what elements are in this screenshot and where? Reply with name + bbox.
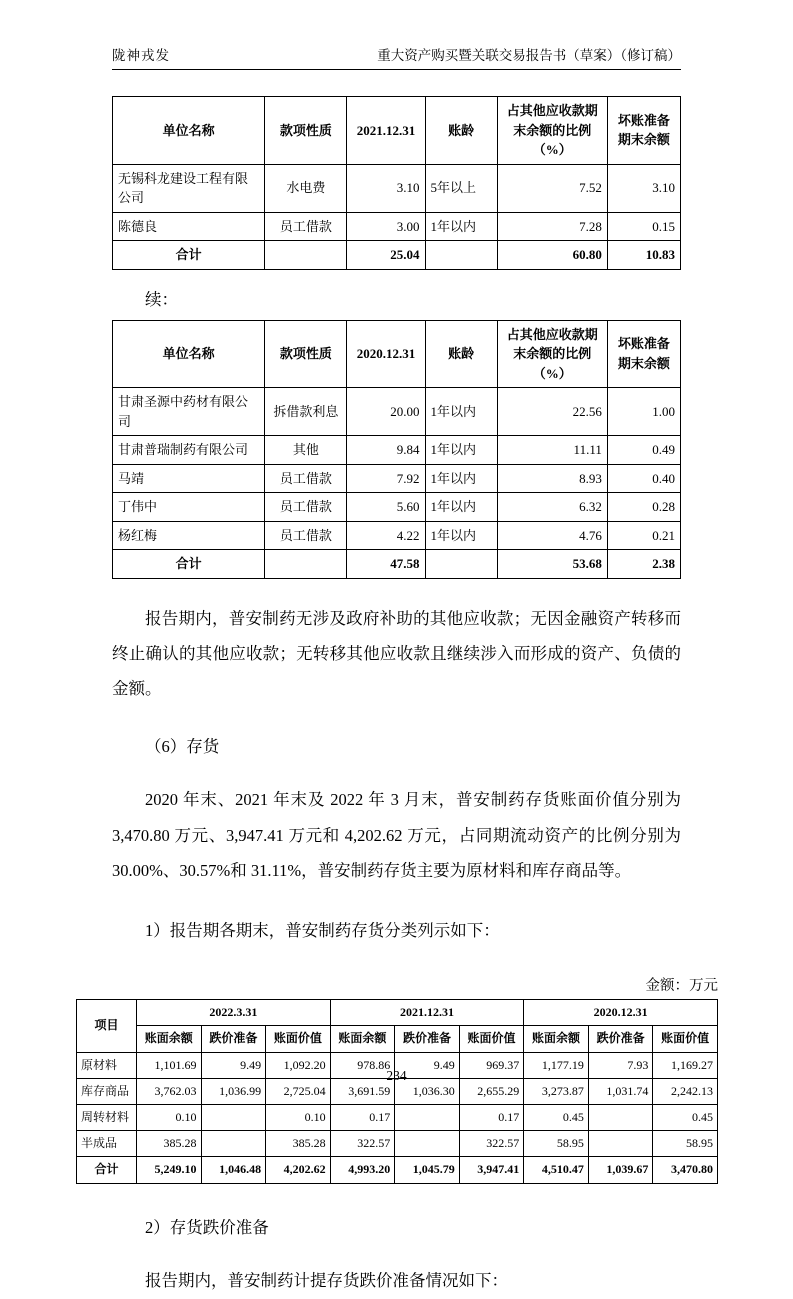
cell-aging: 5年以上 xyxy=(425,164,497,212)
cell-ratio: 6.32 xyxy=(497,493,607,522)
cell-value: 0.17 xyxy=(330,1105,395,1131)
cell-value: 4,202.62 xyxy=(266,1157,331,1183)
cell-total-label: 合计 xyxy=(77,1157,137,1183)
cell-ratio: 22.56 xyxy=(497,388,607,436)
cell-unit-name: 丁伟中 xyxy=(113,493,265,522)
cell-value: 1,177.19 xyxy=(524,1052,589,1078)
cell-amount: 3.00 xyxy=(347,212,425,241)
cell-value: 385.28 xyxy=(137,1131,202,1157)
cell-ratio: 7.52 xyxy=(497,164,607,212)
cell-value: 5,249.10 xyxy=(137,1157,202,1183)
cell-unit-name: 杨红梅 xyxy=(113,521,265,550)
cell-nature: 拆借款利息 xyxy=(265,388,347,436)
cell-value: 1,169.27 xyxy=(653,1052,718,1078)
header-company-name: 陇神戎发 xyxy=(112,48,170,63)
col-header-ratio: 占其他应收款期末余额的比例（%） xyxy=(497,97,607,165)
cell-value: 4,510.47 xyxy=(524,1157,589,1183)
cell-item: 半成品 xyxy=(77,1131,137,1157)
col-header-date: 2021.12.31 xyxy=(347,97,425,165)
table-other-receivables-2021 xyxy=(112,96,681,270)
table-row xyxy=(77,1105,718,1131)
cell-value xyxy=(201,1105,266,1131)
table-total-row xyxy=(77,1157,718,1183)
cell-value: 0.45 xyxy=(524,1105,589,1131)
cell-aging: 1年以内 xyxy=(425,493,497,522)
cell-baddebt: 0.40 xyxy=(607,464,680,493)
table-header-row xyxy=(113,320,681,388)
table-header-row-measures xyxy=(77,1026,718,1052)
col-group-2021-12-31: 2021.12.31 xyxy=(330,1000,524,1026)
cell-nature: 员工借款 xyxy=(265,212,347,241)
cell-nature: 其他 xyxy=(265,436,347,465)
unit-label: 金额：万元 xyxy=(645,978,718,995)
col-header-baddebt: 坏账准备期末余额 xyxy=(607,320,680,388)
col-header-provision: 跌价准备 xyxy=(395,1026,460,1052)
cell-aging xyxy=(425,241,497,270)
page-number: 234 xyxy=(386,1068,407,1083)
table-row xyxy=(113,464,681,493)
cell-aging: 1年以内 xyxy=(425,388,497,436)
cell-amount: 9.84 xyxy=(347,436,425,465)
cell-value: 322.57 xyxy=(330,1131,395,1157)
col-header-provision: 跌价准备 xyxy=(588,1026,653,1052)
col-group-2020-12-31: 2020.12.31 xyxy=(524,1000,718,1026)
cell-aging: 1年以内 xyxy=(425,436,497,465)
cell-value: 3,762.03 xyxy=(137,1078,202,1104)
cell-nature xyxy=(265,550,347,579)
col-header-book-balance: 账面余额 xyxy=(137,1026,202,1052)
cell-value: 2,655.29 xyxy=(459,1078,524,1104)
cell-value: 1,045.79 xyxy=(395,1157,460,1183)
cell-nature xyxy=(265,241,347,270)
cell-nature: 员工借款 xyxy=(265,521,347,550)
paragraph-inventory-classification-lead: 1）报告期各期末，普安制药存货分类列示如下： xyxy=(145,920,500,940)
cell-unit-name: 甘肃圣源中药材有限公司 xyxy=(113,388,265,436)
col-header-book-balance: 账面余额 xyxy=(330,1026,395,1052)
cell-baddebt: 1.00 xyxy=(607,388,680,436)
cell-value: 9.49 xyxy=(395,1052,460,1078)
col-header-book-value: 账面价值 xyxy=(266,1026,331,1052)
cell-value xyxy=(588,1105,653,1131)
col-header-date: 2020.12.31 xyxy=(347,320,425,388)
cell-ratio: 60.80 xyxy=(497,241,607,270)
table-row xyxy=(113,436,681,465)
cell-item: 周转材料 xyxy=(77,1105,137,1131)
cell-value: 2,242.13 xyxy=(653,1078,718,1104)
paragraph-provision-lead: 报告期内，普安制药计提存货跌价准备情况如下： xyxy=(145,1271,508,1291)
table-header-row-dates xyxy=(77,1000,718,1026)
col-header-aging: 账龄 xyxy=(425,97,497,165)
cell-amount: 3.10 xyxy=(347,164,425,212)
cell-value: 2,725.04 xyxy=(266,1078,331,1104)
cell-value: 0.10 xyxy=(266,1105,331,1131)
cell-ratio: 4.76 xyxy=(497,521,607,550)
cell-nature: 员工借款 xyxy=(265,464,347,493)
col-header-ratio: 占其他应收款期末余额的比例（%） xyxy=(497,320,607,388)
cell-value: 58.95 xyxy=(653,1131,718,1157)
cell-baddebt: 2.38 xyxy=(607,550,680,579)
cell-value xyxy=(588,1131,653,1157)
paragraph-inventory-overview: 2020 年末、2021 年末及 2022 年 3 月末，普安制药存货账面价值分别为 3,470.80 万元、3,947.41 万元和 4,202.62 万元，占同期流动资产的比例分别为 30.00%、30.57%和 31.11%，普安制药存货主要为原材料和库存商品等。 xyxy=(112,790,681,881)
cell-total-label: 合计 xyxy=(113,550,265,579)
cell-nature: 员工借款 xyxy=(265,493,347,522)
col-header-book-value: 账面价值 xyxy=(653,1026,718,1052)
cell-ratio: 8.93 xyxy=(497,464,607,493)
cell-amount: 5.60 xyxy=(347,493,425,522)
col-header-nature: 款项性质 xyxy=(265,97,347,165)
cell-value: 3,691.59 xyxy=(330,1078,395,1104)
cell-baddebt: 0.49 xyxy=(607,436,680,465)
table-header-row xyxy=(113,97,681,165)
cell-value: 3,470.80 xyxy=(653,1157,718,1183)
cell-baddebt: 3.10 xyxy=(607,164,680,212)
table-row xyxy=(113,388,681,436)
cell-value: 1,092.20 xyxy=(266,1052,331,1078)
cell-value: 1,036.99 xyxy=(201,1078,266,1104)
cell-value: 1,039.67 xyxy=(588,1157,653,1183)
cell-item: 库存商品 xyxy=(77,1078,137,1104)
cell-value: 58.95 xyxy=(524,1131,589,1157)
cell-nature: 水电费 xyxy=(265,164,347,212)
table-row xyxy=(113,493,681,522)
cell-value xyxy=(395,1131,460,1157)
col-header-unit-name: 单位名称 xyxy=(113,320,265,388)
cell-value: 1,036.30 xyxy=(395,1078,460,1104)
cell-ratio: 7.28 xyxy=(497,212,607,241)
table-total-row xyxy=(113,241,681,270)
cell-unit-name: 无锡科龙建设工程有限公司 xyxy=(113,164,265,212)
cell-baddebt: 0.21 xyxy=(607,521,680,550)
cell-unit-name: 陈德良 xyxy=(113,212,265,241)
section-heading-inventory: （6）存货 xyxy=(145,736,220,756)
col-header-baddebt: 坏账准备期末余额 xyxy=(607,97,680,165)
cell-value: 0.45 xyxy=(653,1105,718,1131)
paragraph-other-receivables-note: 报告期内，普安制药无涉及政府补助的其他应收款；无因金融资产转移而终止确认的其他应收款；无转移其他应收款且继续涉入而形成的资产、负债的金额。 xyxy=(112,608,681,699)
cell-value: 969.37 xyxy=(459,1052,524,1078)
cell-total-label: 合计 xyxy=(113,241,265,270)
cell-amount: 4.22 xyxy=(347,521,425,550)
col-header-provision: 跌价准备 xyxy=(201,1026,266,1052)
cell-baddebt: 0.15 xyxy=(607,212,680,241)
table-total-row xyxy=(113,550,681,579)
col-group-2022-03-31: 2022.3.31 xyxy=(137,1000,331,1026)
cell-baddebt: 10.83 xyxy=(607,241,680,270)
table-row xyxy=(77,1131,718,1157)
cell-amount: 25.04 xyxy=(347,241,425,270)
table-inventory-classification xyxy=(76,999,718,1183)
cell-value: 1,046.48 xyxy=(201,1157,266,1183)
page-header xyxy=(112,44,681,70)
table-row xyxy=(113,212,681,241)
continued-label: 续： xyxy=(145,289,178,309)
cell-value: 0.17 xyxy=(459,1105,524,1131)
col-header-unit-name: 单位名称 xyxy=(113,97,265,165)
cell-value: 1,101.69 xyxy=(137,1052,202,1078)
cell-amount: 47.58 xyxy=(347,550,425,579)
cell-aging: 1年以内 xyxy=(425,464,497,493)
cell-value: 4,993.20 xyxy=(330,1157,395,1183)
header-doc-title: 重大资产购买暨关联交易报告书（草案）（修订稿） xyxy=(377,48,681,63)
table-other-receivables-2020 xyxy=(112,320,681,579)
col-header-aging: 账龄 xyxy=(425,320,497,388)
cell-value: 322.57 xyxy=(459,1131,524,1157)
cell-value: 0.10 xyxy=(137,1105,202,1131)
col-header-book-balance: 账面余额 xyxy=(524,1026,589,1052)
table-row xyxy=(113,521,681,550)
col-header-nature: 款项性质 xyxy=(265,320,347,388)
cell-baddebt: 0.28 xyxy=(607,493,680,522)
cell-value: 3,273.87 xyxy=(524,1078,589,1104)
cell-value xyxy=(201,1131,266,1157)
cell-item: 原材料 xyxy=(77,1052,137,1078)
cell-aging: 1年以内 xyxy=(425,212,497,241)
cell-value: 7.93 xyxy=(588,1052,653,1078)
cell-amount: 20.00 xyxy=(347,388,425,436)
cell-aging xyxy=(425,550,497,579)
cell-ratio: 53.68 xyxy=(497,550,607,579)
col-header-book-value: 账面价值 xyxy=(459,1026,524,1052)
paragraph-provision-heading: 2）存货跌价准备 xyxy=(145,1217,269,1237)
cell-value: 3,947.41 xyxy=(459,1157,524,1183)
table-row xyxy=(113,164,681,212)
cell-value: 9.49 xyxy=(201,1052,266,1078)
cell-value xyxy=(395,1105,460,1131)
cell-aging: 1年以内 xyxy=(425,521,497,550)
cell-value: 1,031.74 xyxy=(588,1078,653,1104)
cell-unit-name: 马靖 xyxy=(113,464,265,493)
col-header-item: 项目 xyxy=(77,1000,137,1052)
cell-unit-name: 甘肃普瑞制药有限公司 xyxy=(113,436,265,465)
cell-ratio: 11.11 xyxy=(497,436,607,465)
cell-value: 385.28 xyxy=(266,1131,331,1157)
cell-amount: 7.92 xyxy=(347,464,425,493)
cell-value: 978.86 xyxy=(330,1052,395,1078)
